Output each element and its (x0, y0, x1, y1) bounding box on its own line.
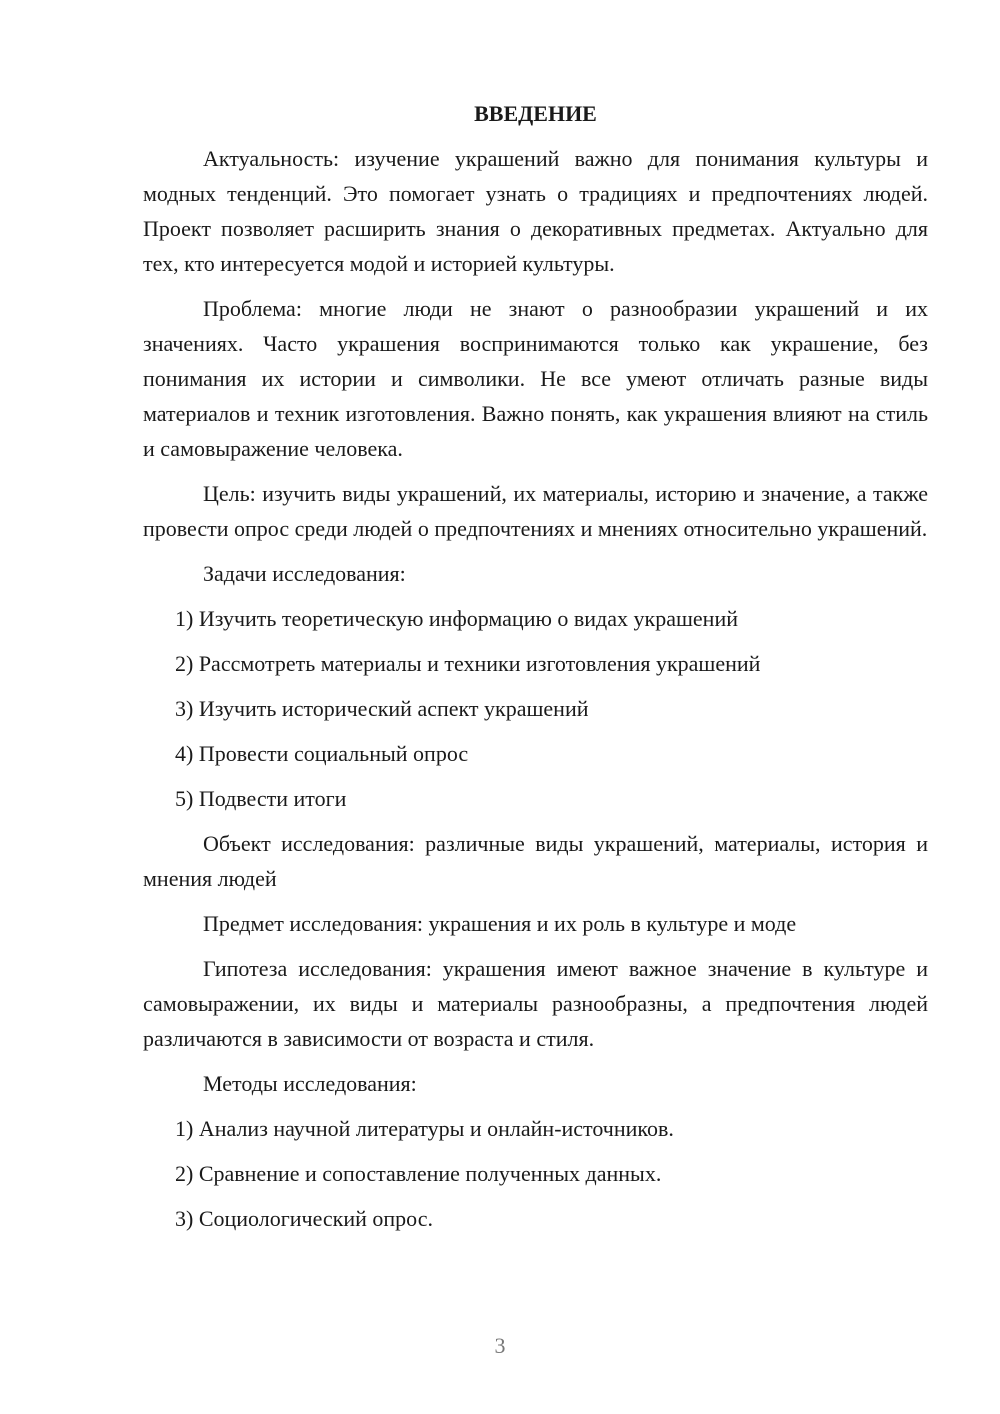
subject-paragraph: Предмет исследования: украшения и их роль в культуре и моде (203, 911, 797, 936)
problem-paragraph: Проблема: многие люди не знают о разнообразии украшений и их значениях. Часто украшения воспринимаются только как украшение, без понимания их истории и символики. Не все умеют отличать разные виды материалов и техник изготовления. Важно понять, как украшения влияют на стиль и самовыражение человека. (143, 296, 928, 461)
task-item: 5) Подвести итоги (175, 786, 347, 811)
goal-paragraph: Цель: изучить виды украшений, их материалы, историю и значение, а также провести опрос среди людей о предпочтениях и мнениях относительно украшений. (143, 481, 928, 541)
method-item: 2) Сравнение и сопоставление полученных данных. (175, 1161, 662, 1186)
page-number: 3 (494, 1333, 506, 1358)
method-item: 1) Анализ научной литературы и онлайн-источников. (175, 1116, 674, 1141)
task-item: 1) Изучить теоретическую информацию о видах украшений (175, 606, 738, 631)
methods-list (143, 1111, 928, 1236)
task-item: 3) Изучить исторический аспект украшений (175, 696, 589, 721)
document-page (143, 96, 928, 1246)
tasks-list (143, 601, 928, 816)
hypothesis-paragraph: Гипотеза исследования: украшения имеют важное значение в культуре и самовыражении, их виды и материалы разнообразны, а предпочтения людей различаются в зависимости от возраста и стиля. (143, 956, 928, 1051)
task-item: 2) Рассмотреть материалы и техники изготовления украшений (175, 651, 761, 676)
method-item: 3) Социологический опрос. (175, 1206, 433, 1231)
page-title: ВВЕДЕНИЕ (474, 101, 597, 126)
object-paragraph: Объект исследования: различные виды украшений, материалы, история и мнения людей (143, 831, 928, 891)
tasks-heading: Задачи исследования: (203, 561, 406, 586)
relevance-paragraph: Актуальность: изучение украшений важно для понимания культуры и модных тенденций. Это помогает узнать о традициях и предпочтениях людей. Проект позволяет расширить знания о декоративных предметах. Актуально для тех, кто интересуется модой и историей культуры. (143, 146, 928, 276)
task-item: 4) Провести социальный опрос (175, 741, 469, 766)
methods-heading: Методы исследования: (203, 1071, 417, 1096)
